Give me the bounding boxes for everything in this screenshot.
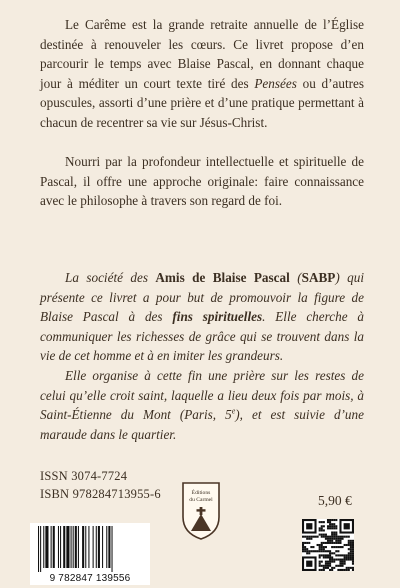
- paragraph-pascal: Nourri par la profondeur intellectuelle et spirituelle de Pascal, il offre une approche originale: faire connaissance avec le philosophe à travers son regard de foi.: [40, 154, 364, 209]
- paragraph-sabp: La société des Amis de Blaise Pascal (SABP) qui présente ce livret a pour but de promouvoir la figure de Blaise Pascal à des fins spirituelles. Elle cherche à communiquer les richesses de grâce qui se trouvent dans la vie de cet homme et à en imiter les grandeurs.: [40, 270, 364, 364]
- isbn-number: ISBN 978284713955-6: [40, 487, 161, 501]
- intro-text: Le Carême est la grande retraite annuelle de l’Église destinée à renouveler les cœurs. Ce livret propose d’en parcourir le temps avec Blaise Pascal, en donnant chaque jour à méditer un court texte tiré des: [40, 17, 364, 91]
- society-name: Amis de Blaise Pascal: [155, 270, 290, 285]
- price: 5,90 €: [318, 493, 352, 508]
- paragraph-intro: [40, 15, 364, 133]
- issn-number: ISSN 3074-7724: [40, 469, 128, 483]
- barcode-icon: [30, 523, 150, 585]
- barcode-digits: 9 782847 139556: [49, 573, 131, 584]
- publisher-line2: du Carmel: [189, 497, 213, 503]
- paragraph-organise: Elle organise à cette fin une prière sur les restes de celui qu’elle croit saint, laquelle a lieu deux fois par mois, à Saint-Étienne du Mont (Paris, 5e), et est suivie d’une maraude dans le quartier.: [40, 368, 364, 442]
- society-acronym: SABP: [301, 270, 336, 285]
- spiritual-ends: fins spirituelles: [172, 309, 263, 325]
- carmel-shield-icon: [181, 481, 221, 546]
- pensees-title: Pensées: [254, 75, 297, 91]
- publisher-line1: Éditions: [191, 490, 211, 496]
- qr-code-icon: [302, 519, 354, 571]
- intro-text-end: ou d’autres opuscules, assorti d’une prière et d’une pratique permettant à chacun de recentrer sa vie sur Jésus-Christ.: [40, 75, 365, 130]
